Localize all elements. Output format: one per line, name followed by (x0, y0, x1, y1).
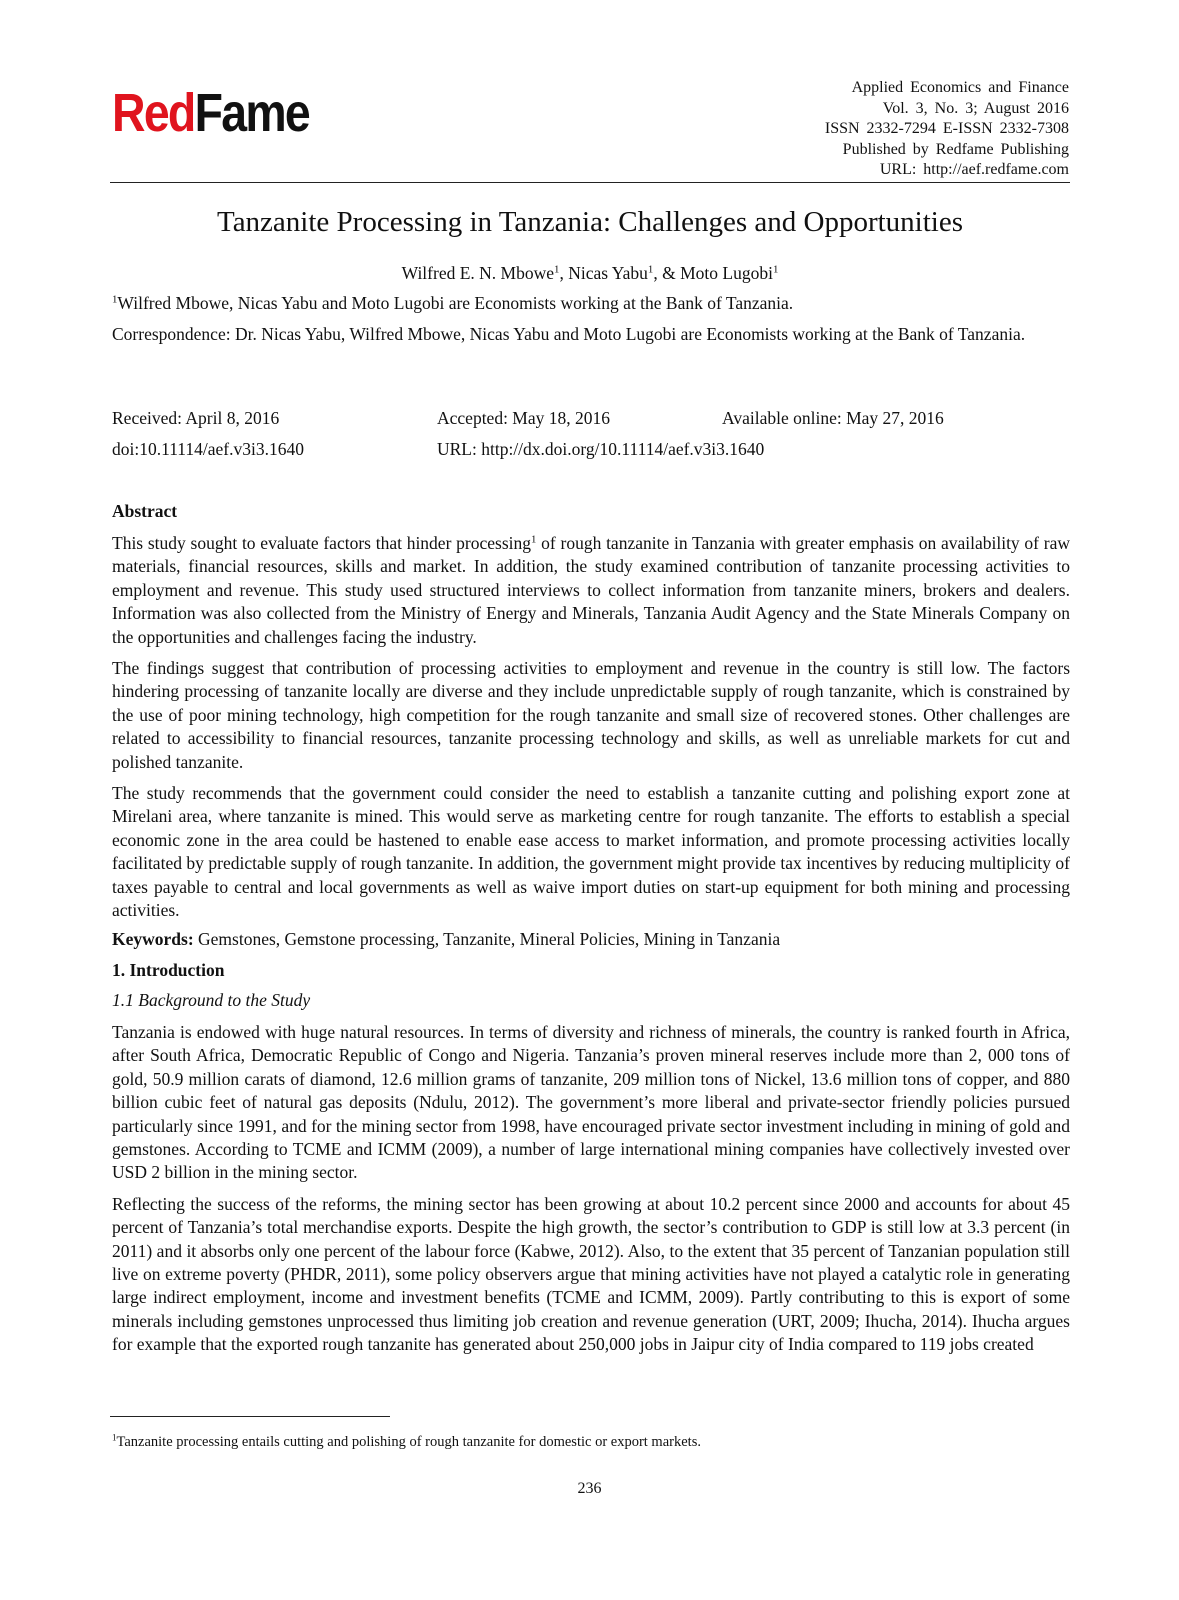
footnote-text: Tanzanite processing entails cutting and polishing of rough tanzanite for domestic or export markets. (116, 1434, 701, 1450)
introduction-body (112, 1021, 1070, 1365)
footnote-ref[interactable]: 1 (531, 533, 537, 546)
doi-url[interactable]: URL: http://dx.doi.org/10.11114/aef.v3i3.1640 (437, 439, 765, 459)
abstract-body (112, 532, 1070, 931)
keywords (112, 929, 780, 950)
abstract-paragraph: The findings suggest that contribution of processing activities to employment and revenue in the country is still low. The factors hindering processing of tanzanite locally are diverse and they include unpredictable supply of rough tanzanite, which is constrained by the use of poor mining technology, high competition for the rough tanzanite and small size of recovered stones. Other challenges are related to accessibility to financial resources, tanzanite processing technology and skills, as well as unreliable markets for cut and polished tanzanite. (112, 658, 1070, 772)
affiliation-mark: 1 (112, 293, 118, 306)
footnote-divider (110, 1416, 390, 1417)
received-date: Received: April 8, 2016 (112, 408, 280, 428)
journal-publisher: Published by Redfame Publishing (842, 140, 1069, 158)
journal-volume: Vol. 3, No. 3; August 2016 (882, 99, 1069, 117)
author-1-mark: 1 (554, 263, 560, 276)
correspondence: Correspondence: Dr. Nicas Yabu, Wilfred Mbowe, Nicas Yabu and Moto Lugobi are Economists working at the Bank of Tanzania. (112, 324, 1026, 344)
redfame-logo (112, 83, 310, 143)
author-separator: , (559, 263, 569, 283)
author-1: Wilfred E. N. Mbowe (401, 263, 555, 283)
page-number: 236 (577, 1480, 602, 1497)
affiliation-text: Wilfred Mbowe, Nicas Yabu and Moto Lugobi are Economists working at the Bank of Tanzania. (117, 293, 794, 313)
subsection-heading: 1.1 Background to the Study (112, 990, 311, 1010)
author-separator: , & (653, 263, 681, 283)
abstract-heading: Abstract (112, 501, 178, 521)
keywords-text: Gemstones, Gemstone processing, Tanzanite, Mineral Policies, Mining in Tanzania (193, 929, 781, 949)
abstract-text: This study sought to evaluate factors that hinder processing (112, 533, 531, 553)
author-2-mark: 1 (647, 263, 654, 276)
section-heading: 1. Introduction (112, 960, 225, 980)
abstract-paragraph: The study recommends that the government could consider the need to establish a tanzanite cutting and polishing export zone at Mirelani area, where tanzanite is mined. This would serve as marketing centre for rough tanzanite. The efforts to establish a special economic zone in the area could be hastened to enable ease access to market information, and promote processing activities locally facilitated by predictable supply of rough tanzanite. In addition, the government might provide tax incentives by reducing multiplicity of taxes payable to central and local governments as well as waive import duties on start-up equipment for both mining and processing activities. (112, 783, 1070, 921)
keywords-label: Keywords: (112, 929, 194, 949)
journal-url[interactable]: URL: http://aef.redfame.com (879, 161, 1069, 178)
header-divider (110, 182, 1070, 183)
journal-info (825, 78, 1069, 181)
paper-title: Tanzanite Processing in Tanzania: Challenges and Opportunities (217, 206, 963, 238)
abstract-text: of rough tanzanite in Tanzania with greater emphasis on availability of raw materials, financial resources, skills and market. In addition, the study examined contribution of tanzanite processing activities to employment and revenue. This study used structured interviews to collect information from tanzanite miners, brokers and dealers. Information was also collected from the Ministry of Energy and Minerals, Tanzania Audit Agency and the State Minerals Company on the opportunities and challenges facing the industry. (112, 533, 1070, 647)
affiliation (112, 293, 1072, 314)
logo-red-text: Red (112, 83, 195, 143)
intro-paragraph: Reflecting the success of the reforms, the mining sector has been growing at about 10.2 percent since 2000 and accounts for about 45 percent of Tanzania’s total merchandise exports. Despite the high growth, the sector’s contribution to GDP is still low at 3.3 percent (in 2011) and it absorbs only one percent of the labour force (Kabwe, 2012). Also, to the extent that 35 percent of Tanzanian population still live on extreme poverty (PHDR, 2011), some policy observers argue that mining activities have not played a catalytic role in generating large indirect employment, income and investment benefits (TCME and ICMM, 2009). Partly contributing to this is export of some minerals including gemstones unprocessed thus limiting job creation and revenue generation (URT, 2009; Ihucha, 2014). Ihucha argues for example that the exported rough tanzanite has generated about 250,000 jobs in Jaipur city of India compared to 119 jobs created (112, 1193, 1070, 1355)
doi[interactable]: doi:10.11114/aef.v3i3.1640 (112, 439, 304, 459)
online-date: Available online: May 27, 2016 (722, 408, 944, 428)
author-3-mark: 1 (772, 263, 779, 276)
abstract-paragraph (112, 532, 1070, 649)
footnote-mark: 1 (112, 1432, 117, 1443)
footnote (112, 1434, 701, 1451)
logo-black-text: Fame (194, 83, 310, 143)
intro-paragraph: Tanzania is endowed with huge natural resources. In terms of diversity and richness of minerals, the country is ranked fourth in Africa, after South Africa, Democratic Republic of Congo and Nigeria. Tanzania’s proven mineral reserves include more than 2, 000 tons of gold, 50.9 million carats of diamond, 12.6 million grams of tanzanite, 209 million tons of Nickel, 13.6 million tons of copper, and 880 billion cubic feet of natural gas deposits (Ndulu, 2012). The government’s more liberal and private-sector friendly policies pursued particularly since 1991, and for the mining sector from 1998, have encouraged private sector investment including in mining of gold and gemstones. According to TCME and ICMM (2009), a number of large international mining companies have collectively invested over USD 2 billion in the mining sector. (112, 1022, 1070, 1183)
journal-issn: ISSN 2332-7294 E-ISSN 2332-7308 (824, 120, 1069, 137)
author-line (110, 263, 1070, 284)
journal-name: Applied Economics and Finance (851, 79, 1069, 96)
author-3: Moto Lugobi (680, 263, 773, 283)
accepted-date: Accepted: May 18, 2016 (437, 408, 611, 428)
author-2: Nicas Yabu (568, 263, 648, 283)
